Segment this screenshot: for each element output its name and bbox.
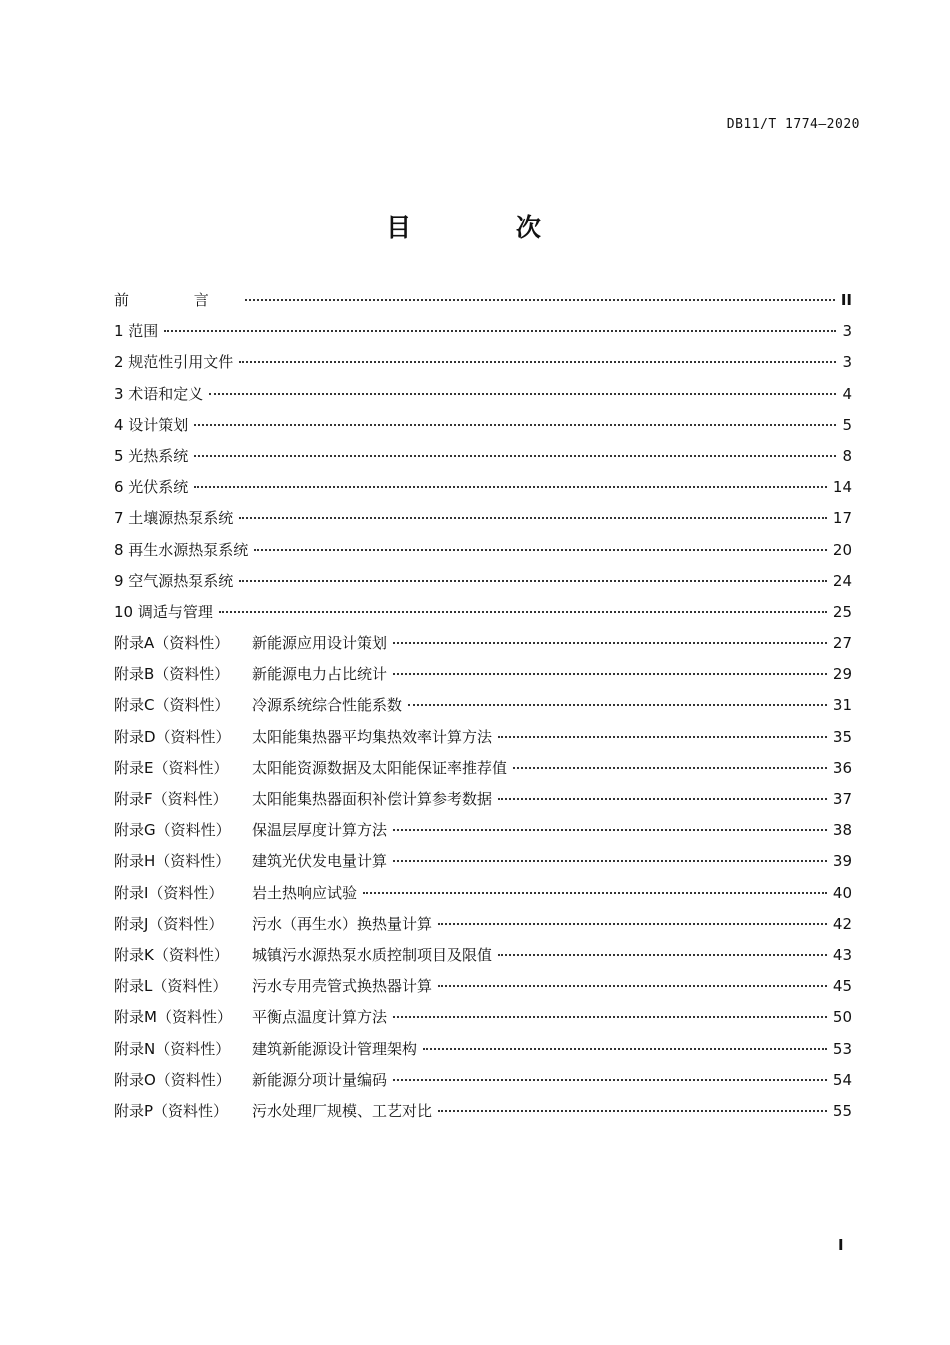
- document-code: DB11/T 1774—2020: [726, 117, 860, 132]
- toc-entry-label: [114, 722, 492, 753]
- dot-leader: [438, 1110, 827, 1112]
- toc-page-number: 3: [842, 353, 852, 372]
- page-title: 目 次: [386, 213, 589, 242]
- toc-appendix-prefix: 附录I（资料性）: [114, 883, 224, 902]
- toc-page-number: 31: [832, 696, 852, 715]
- toc-entry-label: [114, 909, 432, 940]
- toc-entry[interactable]: [114, 503, 852, 534]
- toc-entry[interactable]: [114, 1096, 852, 1127]
- dot-leader: [239, 517, 827, 519]
- toc-entry[interactable]: [114, 597, 852, 628]
- toc-appendix-prefix: 附录H（资料性）: [114, 852, 231, 871]
- toc-entry[interactable]: [114, 878, 852, 909]
- toc-entry-label: [114, 379, 203, 410]
- toc-entry-title: 平衡点温度计算方法: [252, 1008, 388, 1027]
- toc-entry-title: 7 土壤源热泵系统: [114, 509, 234, 528]
- toc-entry-title: 3 术语和定义: [114, 384, 204, 403]
- toc-appendix-prefix: 附录A（资料性）: [114, 634, 230, 653]
- toc-entry[interactable]: [114, 316, 852, 347]
- toc-page-number: 36: [832, 758, 852, 777]
- dot-leader: [194, 424, 836, 426]
- toc-page-number: 35: [832, 727, 852, 746]
- toc-appendix-prefix: 附录O（资料性）: [114, 1070, 231, 1089]
- toc-entry-title: 建筑新能源设计管理架构: [252, 1039, 418, 1058]
- dot-leader: [239, 361, 836, 363]
- toc-appendix-prefix: 附录P（资料性）: [114, 1101, 229, 1120]
- toc-page-number: 17: [832, 509, 852, 528]
- toc-appendix-prefix: 附录M（资料性）: [114, 1008, 232, 1027]
- toc-entry-label: [114, 940, 492, 971]
- toc-entry[interactable]: [114, 940, 852, 971]
- toc-entry-title: 新能源应用设计策划: [252, 634, 388, 653]
- toc-page-number: 25: [832, 602, 852, 621]
- toc-entry-label: [114, 316, 158, 347]
- toc-entry-title: 太阳能集热器平均集热效率计算方法: [252, 727, 493, 746]
- dot-leader: [438, 985, 827, 987]
- toc-entry-title: 前 言: [114, 291, 239, 309]
- dot-leader: [498, 798, 827, 800]
- toc-appendix-prefix: 附录D（资料性）: [114, 727, 231, 746]
- toc-entry[interactable]: [114, 347, 852, 378]
- dot-leader: [438, 923, 827, 925]
- toc-page-number: 24: [832, 571, 852, 590]
- toc-appendix-prefix: 附录F（资料性）: [114, 790, 228, 808]
- dot-leader: [393, 1016, 827, 1018]
- toc-entry-title: 6 光伏系统: [114, 478, 189, 497]
- dot-leader: [363, 892, 827, 894]
- toc-appendix-prefix: 附录C（资料性）: [114, 696, 230, 715]
- toc-entry-label: [114, 690, 402, 721]
- toc-entry-title: 2 规范性引用文件: [114, 353, 234, 372]
- toc-page-number: 14: [832, 478, 852, 497]
- dot-leader: [245, 299, 835, 301]
- toc-entry-label: [114, 1065, 387, 1096]
- dot-leader: [408, 704, 827, 706]
- toc-entry-label: [114, 597, 213, 628]
- toc-page-number: II: [840, 291, 852, 309]
- toc-page-number: 42: [832, 914, 852, 933]
- dot-leader: [254, 549, 827, 551]
- toc-entry-label: [114, 784, 492, 815]
- toc-entry[interactable]: [114, 815, 852, 846]
- toc-entry-title: 岩土热响应试验: [252, 883, 358, 902]
- toc-entry-label: [114, 846, 387, 877]
- table-of-contents: [114, 285, 852, 1127]
- toc-appendix-prefix: 附录N（资料性）: [114, 1039, 231, 1058]
- toc-entry-label: [114, 566, 233, 597]
- dot-leader: [219, 611, 827, 613]
- toc-page-number: 29: [832, 665, 852, 684]
- dot-leader: [239, 580, 827, 582]
- dot-leader: [393, 673, 827, 675]
- toc-entry-title: 5 光热系统: [114, 446, 189, 465]
- toc-entry-title: 太阳能集热器面积补偿计算参考数据: [252, 790, 493, 808]
- toc-entry-title: 新能源分项计量编码: [252, 1070, 388, 1089]
- toc-entry[interactable]: [114, 1065, 852, 1096]
- toc-entry-title: 保温层厚度计算方法: [252, 821, 388, 840]
- toc-page-number: 3: [842, 322, 852, 341]
- toc-entry-label: [114, 441, 188, 472]
- toc-entry-title: 8 再生水源热泵系统: [114, 540, 249, 559]
- toc-entry[interactable]: [114, 846, 852, 877]
- toc-entry-label: [114, 878, 357, 909]
- toc-page-number: 4: [842, 384, 852, 403]
- toc-entry-title: 污水（再生水）换热量计算: [252, 914, 433, 933]
- toc-entry[interactable]: [114, 753, 852, 784]
- dot-leader: [393, 860, 827, 862]
- dot-leader: [393, 642, 827, 644]
- toc-entry[interactable]: [114, 971, 852, 1002]
- dot-leader: [194, 486, 827, 488]
- toc-page-number: 27: [832, 634, 852, 653]
- toc-page-number: 5: [842, 415, 852, 434]
- dot-leader: [209, 393, 836, 395]
- toc-appendix-prefix: 附录G（资料性）: [114, 821, 231, 840]
- toc-page-number: 39: [832, 852, 852, 871]
- toc-entry[interactable]: [114, 909, 852, 940]
- toc-page-number: 50: [832, 1008, 852, 1027]
- toc-entry[interactable]: [114, 690, 852, 721]
- toc-entry-title: 9 空气源热泵系统: [114, 571, 234, 590]
- toc-entry-label: [114, 628, 387, 659]
- toc-entry[interactable]: [114, 628, 852, 659]
- toc-entry-title: 4 设计策划: [114, 415, 189, 434]
- toc-appendix-prefix: 附录E（资料性）: [114, 758, 229, 777]
- toc-page-number: 37: [832, 790, 852, 808]
- toc-appendix-prefix: 附录B（资料性）: [114, 665, 230, 684]
- dot-leader: [194, 455, 836, 457]
- toc-page-number: 45: [832, 977, 852, 996]
- dot-leader: [423, 1048, 827, 1050]
- toc-entry-label: [114, 1034, 417, 1065]
- toc-page-number: 8: [842, 446, 852, 465]
- toc-entry-label: [114, 472, 188, 503]
- toc-entry-title: 冷源系统综合性能系数: [252, 696, 403, 715]
- toc-entry[interactable]: [114, 410, 852, 441]
- toc-appendix-prefix: 附录J（资料性）: [114, 914, 224, 933]
- toc-page-number: 20: [832, 540, 852, 559]
- toc-entry-label: [114, 285, 239, 316]
- toc-page-number: 43: [832, 945, 852, 964]
- toc-entry-label: [114, 410, 188, 441]
- dot-leader: [393, 829, 827, 831]
- toc-entry-label: [114, 971, 432, 1002]
- toc-entry-title: 建筑光伏发电量计算: [252, 852, 388, 871]
- toc-entry-label: [114, 1002, 387, 1033]
- toc-entry-title: 1 范围: [114, 322, 159, 341]
- toc-entry-title: 太阳能资源数据及太阳能保证率推荐值: [252, 758, 508, 777]
- toc-entry-label: [114, 347, 233, 378]
- toc-entry[interactable]: [114, 1002, 852, 1033]
- toc-entry[interactable]: [114, 566, 852, 597]
- toc-entry-title: 城镇污水源热泵水质控制项目及限值: [252, 945, 493, 964]
- toc-entry-label: [114, 753, 507, 784]
- toc-page-number: 54: [832, 1070, 852, 1089]
- toc-entry-label: [114, 659, 387, 690]
- toc-entry[interactable]: [114, 659, 852, 690]
- toc-entry[interactable]: [114, 784, 852, 815]
- toc-entry-title: 污水专用壳管式换热器计算: [252, 977, 433, 996]
- toc-entry[interactable]: [114, 1034, 852, 1065]
- toc-entry[interactable]: [114, 285, 852, 316]
- dot-leader: [393, 1079, 827, 1081]
- toc-entry[interactable]: [114, 441, 852, 472]
- toc-entry-title: 污水处理厂规模、工艺对比: [252, 1101, 433, 1120]
- page-number: I: [838, 1236, 844, 1254]
- toc-entry-label: [114, 1096, 432, 1127]
- dot-leader: [498, 736, 827, 738]
- toc-entry[interactable]: [114, 535, 852, 566]
- toc-entry-label: [114, 535, 248, 566]
- toc-appendix-prefix: 附录K（资料性）: [114, 945, 229, 964]
- toc-page-number: 38: [832, 821, 852, 840]
- toc-entry[interactable]: [114, 722, 852, 753]
- toc-entry[interactable]: [114, 472, 852, 503]
- dot-leader: [164, 330, 836, 332]
- toc-page-number: 55: [832, 1101, 852, 1120]
- toc-entry-title: 10 调适与管理: [114, 602, 213, 621]
- toc-entry-label: [114, 503, 233, 534]
- toc-entry-title: 新能源电力占比统计: [252, 665, 388, 684]
- dot-leader: [498, 954, 827, 956]
- toc-entry[interactable]: [114, 379, 852, 410]
- toc-appendix-prefix: 附录L（资料性）: [114, 977, 228, 996]
- toc-page-number: 53: [832, 1039, 852, 1058]
- toc-entry-label: [114, 815, 387, 846]
- toc-page-number: 40: [832, 883, 852, 902]
- dot-leader: [513, 767, 827, 769]
